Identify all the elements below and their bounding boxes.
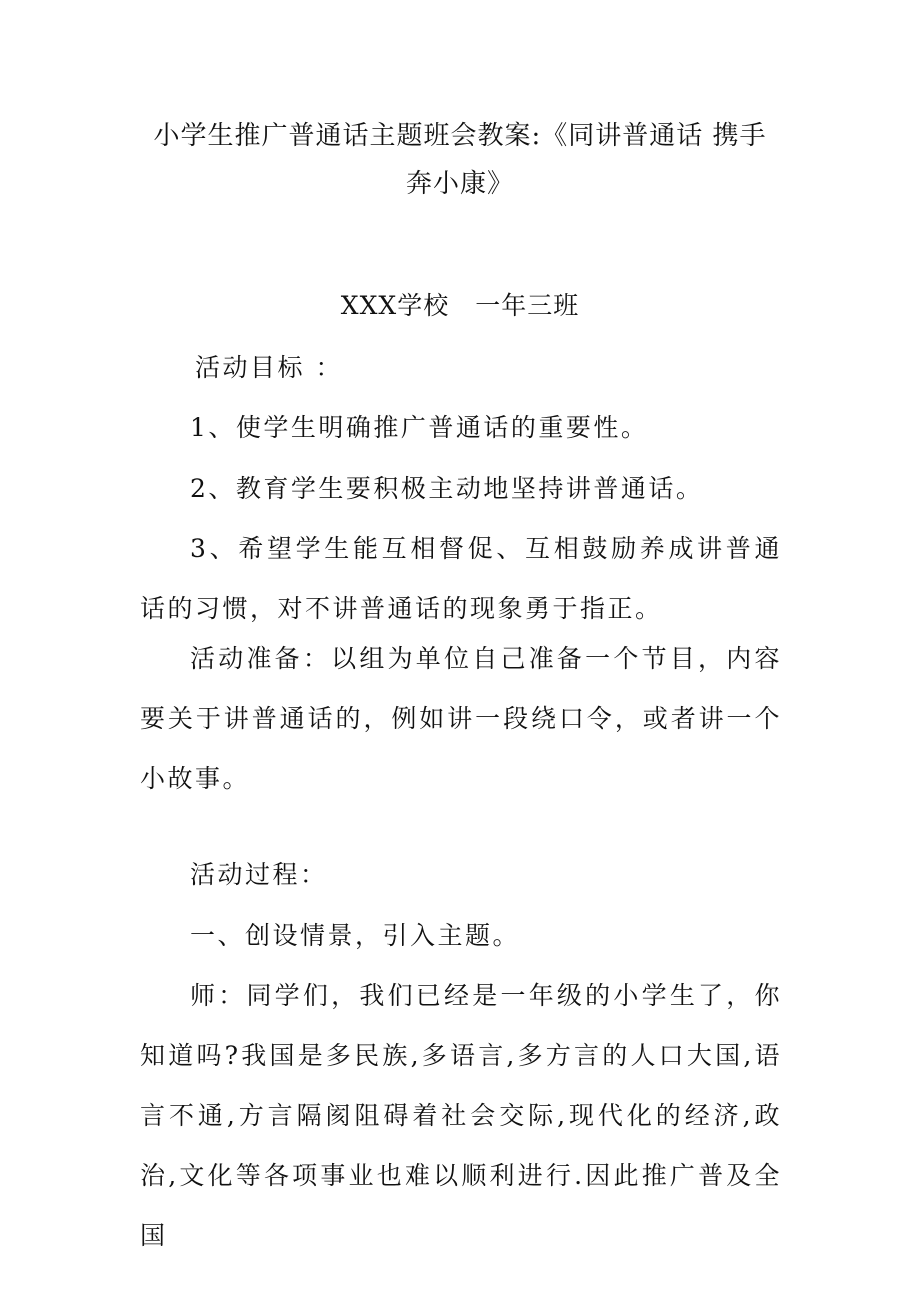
document-title: 小学生推广普通话主题班会教案:《同讲普通话 携手奔小康》 xyxy=(153,121,767,199)
paragraph-teacher-speech: 师：同学们，我们已经是一年级的小学生了，你知道吗?我国是多民族,多语言,多方言的人口大国,语言不通,方言隔阂阻碍着社会交际,现代化的经济,政治,文化等各项事业也难以顺利进行.因此推广普及全国 xyxy=(140,981,782,1250)
paragraph-goal-3: 3、希望学生能互相督促、互相鼓励养成讲普通话的习惯，对不讲普通话的现象勇于指正。 xyxy=(140,534,782,623)
paragraph-preparation: 活动准备：以组为单位自己准备一个节目，内容要关于讲普通话的，例如讲一段绕口令，或者讲一个小故事。 xyxy=(140,644,782,793)
paragraph-step-1: 一、创设情景，引入主题。 xyxy=(190,921,521,950)
paragraph-process-heading: 活动过程： xyxy=(190,860,328,889)
paragraph-goal-2: 2、教育学生要积极主动地坚持讲普通话。 xyxy=(190,474,704,503)
school-class-line: XXX学校 一年三班 xyxy=(340,291,580,320)
paragraph-goal-1: 1、使学生明确推广普通话的重要性。 xyxy=(190,413,649,442)
paragraph-activity-goals: 活动目标 ： xyxy=(195,353,343,382)
